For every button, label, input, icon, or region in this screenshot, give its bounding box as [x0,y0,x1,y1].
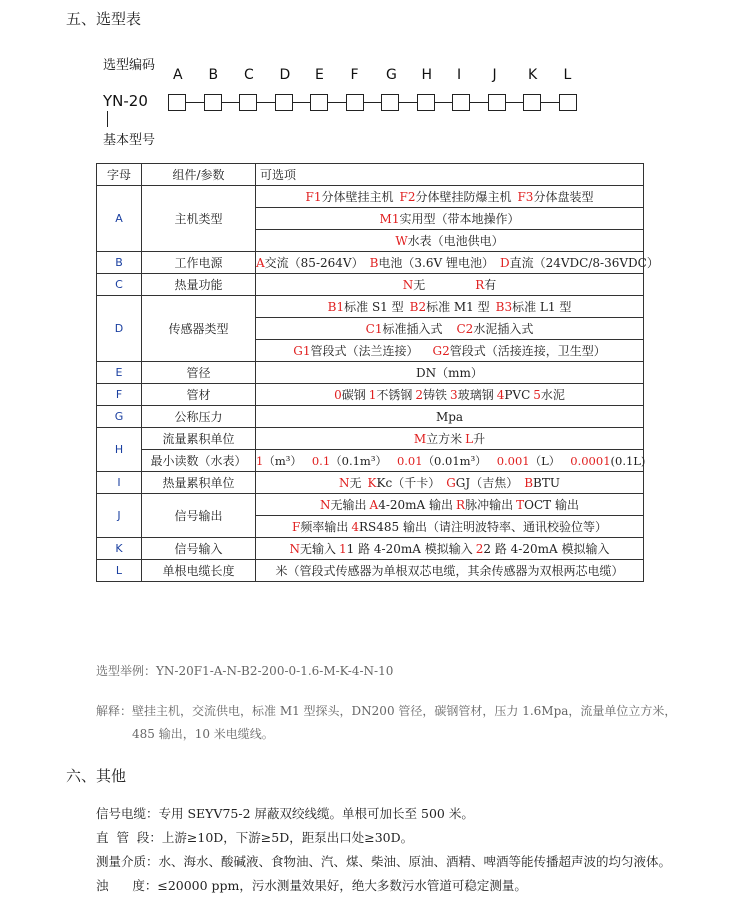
code-letter: C [244,67,254,83]
other-label: 测量介质： [96,854,159,869]
row-letter: C [97,274,142,296]
code-box [417,94,435,111]
other-label: 信号电缆： [96,806,159,821]
code-letter: D [279,67,291,83]
row-option [256,340,644,362]
option-code: 2 [475,542,484,556]
option-code: 0.001 [496,453,530,468]
row-param: 工作电源 [142,252,256,274]
row-param: 传感器类型 [142,296,256,362]
row-option [256,450,644,472]
option-text: BTU [533,476,560,490]
code-letter: G [386,67,397,83]
section-title-5: 五、选型表 [66,10,142,28]
option-code: C1 [365,322,383,336]
option-text: 分体壁挂防爆主机 [415,190,512,204]
other-item [96,804,474,822]
option-code: R [456,498,466,512]
option-text: RS485 输出（请注明波特率、通讯校验位等） [359,520,607,534]
option-text: 实用型（带本地操作） [399,212,520,226]
row-letter: H [97,428,142,472]
row-letter: I [97,472,142,494]
option-text: 有 [484,278,497,292]
option-text: 无输出 [330,498,367,512]
row-param: 最小读数（水表） [142,450,256,472]
table-row [97,428,644,450]
other-text: 专用 SEYV75-2 屏蔽双绞线缆。单根可加长至 500 米。 [158,806,474,821]
row-option [256,472,644,494]
option-text: (0.1L) [610,453,646,468]
other-label: 浊 度： [96,878,158,893]
base-connector-line [107,111,108,127]
code-box [310,94,328,111]
option-text: 2 路 4-20mA 模拟输入 [483,542,610,556]
option-code: D [499,256,510,270]
row-option [256,230,644,252]
row-letter: F [97,384,142,406]
code-dash [293,102,311,103]
code-box [559,94,577,111]
option-text: 立方米 [426,432,463,446]
option-code: 0.1 [311,453,331,468]
option-text: 铸铁 [423,388,448,402]
code-box [239,94,257,111]
option-text: 标准 M1 型 [426,300,490,314]
option-code: B1 [327,300,345,314]
code-letter: H [421,67,433,83]
option-code: R [475,278,485,292]
row-param: 管径 [142,362,256,384]
row-letter: E [97,362,142,384]
table-row [97,472,644,494]
code-box [488,94,506,111]
option-code: M [413,432,427,446]
other-text: 水、海水、酸碱液、食物油、汽、煤、柴油、原油、酒精、啤酒等能传播超声波的均匀液体。 [158,854,672,869]
option-code: 4 [496,388,505,402]
explanation-line-2: 485 输出，10 米电缆线。 [132,727,274,741]
option-text: Kc（千卡） [376,476,441,490]
option-code: B3 [495,300,513,314]
option-code: N [402,278,414,292]
option-code: 3 [450,388,458,402]
option-code: 0.01 [396,453,423,468]
option-text: PVC [504,388,531,402]
other-text: ≤20000 ppm，污水测量效果好，绝大多数污水管道可稳定测量。 [157,878,527,893]
code-dash [435,102,453,103]
row-option [256,494,644,516]
option-code: F3 [517,190,534,204]
table-row [97,186,644,208]
option-text: 升 [473,432,486,446]
row-option: 米（管段式传感器为单根双芯电缆，其余传感器为双根两芯电缆） [256,560,644,582]
option-text: 不锈钢 [376,388,413,402]
option-code: G1 [293,344,311,358]
option-text: GJ（吉焦） [455,476,519,490]
header-param: 组件/参数 [142,164,256,186]
other-item [96,828,413,846]
code-letter: A [173,67,183,83]
option-code: 1 [256,453,264,468]
row-option [256,274,644,296]
option-text: （m³） [263,453,302,468]
option-text: 分体壁挂主机 [321,190,394,204]
option-text: 1 路 4-20mA 模拟输入 [346,542,473,556]
row-letter: A [97,186,142,252]
row-param: 单根电缆长度 [142,560,256,582]
option-code: F [292,520,301,534]
code-label: 选型编码 [103,58,156,73]
header-letter: 字母 [97,164,142,186]
row-letter: J [97,494,142,538]
option-text: 标准 S1 型 [344,300,404,314]
selection-table [96,163,659,582]
code-box [275,94,293,111]
option-code: B [524,476,534,490]
code-dash [328,102,346,103]
option-code: N [320,498,331,512]
row-option [256,252,659,274]
row-param: 热量功能 [142,274,256,296]
code-dash [541,102,559,103]
row-option [256,538,644,560]
code-letter: F [350,67,359,83]
row-param: 主机类型 [142,186,256,252]
code-letter: B [208,67,219,83]
row-option [256,318,644,340]
code-dash [222,102,240,103]
other-label: 直 管 段： [96,830,162,845]
code-dash [257,102,275,103]
row-param: 信号输入 [142,538,256,560]
option-code: B [369,256,379,270]
table-row [97,384,644,406]
code-box [204,94,222,111]
code-box [168,94,186,111]
option-code: 2 [415,388,424,402]
option-code: A [256,256,265,270]
code-letter: J [492,67,497,83]
other-text: 上游≥10D，下游≥5D，距泵出口处≥30D。 [161,830,414,845]
option-code: G [446,476,456,490]
option-code: N [339,476,350,490]
code-box [381,94,399,111]
option-text: 直流（24VDC/8-36VDC） [509,256,659,270]
code-box [523,94,541,111]
row-option [256,296,644,318]
option-text: 无 [413,278,426,292]
row-letter: K [97,538,142,560]
row-option [256,516,644,538]
option-code: G2 [432,344,450,358]
option-code: 1 [339,542,347,556]
row-param: 信号输出 [142,494,256,538]
option-code: C2 [456,322,474,336]
row-param: 公称压力 [142,406,256,428]
option-code: W [395,234,408,248]
row-param: 管材 [142,384,256,406]
row-option: Mpa [256,406,644,428]
option-text: 脉冲输出 [465,498,514,512]
option-text: 管段式（法兰连接） [310,344,419,358]
option-text: 无 [349,476,362,490]
code-dash [470,102,488,103]
option-text: （0.1m³） [330,453,387,468]
option-text: 电池（3.6V 锂电池） [378,256,494,270]
option-code: N [289,542,300,556]
table-row [97,560,644,582]
code-letter: K [528,67,538,83]
option-code: 1 [368,388,377,402]
option-code: T [516,498,525,512]
option-code: 5 [533,388,541,402]
table-row [97,538,644,560]
row-option [256,186,644,208]
row-letter: L [97,560,142,582]
table-row [97,296,644,318]
option-text: 4-20mA 输出 [378,498,454,512]
code-letter: I [457,67,462,83]
option-code: F2 [399,190,416,204]
section-title-6: 六、其他 [66,767,127,785]
option-text: 交流（85-264V） [264,256,364,270]
option-text: 水泥 [540,388,565,402]
code-letter: E [315,67,324,83]
option-text: OCT 输出 [524,498,579,512]
code-letter: L [563,67,572,83]
row-option: DN（mm） [256,362,644,384]
header-options: 可选项 [256,164,644,186]
row-letter: G [97,406,142,428]
code-box [452,94,470,111]
row-option [256,208,644,230]
code-dash [186,102,204,103]
row-option [256,428,644,450]
other-item [96,852,671,870]
row-letter: D [97,296,142,362]
row-param: 流量累积单位 [142,428,256,450]
option-code: B2 [409,300,427,314]
option-code: 0 [334,388,342,402]
table-row [97,252,644,274]
code-box [346,94,364,111]
option-text: （L） [529,453,561,468]
base-model: YN-20 [103,92,148,110]
option-text: 碳钢 [341,388,366,402]
option-text: （0.01m³） [422,453,487,468]
selection-example: 选型举例：YN-20F1-A-N-B2-200-0-1.6-M-K-4-N-10 [96,664,394,678]
table-row [97,450,644,472]
option-text: 管段式（活接连接，卫生型） [449,344,606,358]
option-code: F1 [305,190,322,204]
row-option [256,384,644,406]
code-dash [364,102,382,103]
option-text: 水表（电池供电） [407,234,504,248]
row-param: 热量累积单位 [142,472,256,494]
option-text: 分体盘装型 [533,190,594,204]
table-row [97,274,644,296]
option-code: 4 [351,520,359,534]
table-row [97,406,644,428]
option-code: K [367,476,377,490]
option-code: M1 [379,212,400,226]
row-letter: B [97,252,142,274]
option-text: 无输入 [300,542,337,556]
option-text: 标准插入式 [382,322,443,336]
option-text: 玻璃钢 [457,388,494,402]
option-code: L [465,432,474,446]
option-code: 0.0001 [570,453,611,468]
option-text: 水泥插入式 [473,322,534,336]
table-header-row [97,164,644,186]
explanation-line-1: 解释：壁挂主机，交流供电，标准 M1 型探头，DN200 管径，碳钢管材，压力 1.6Mpa，流量单位立方米， [96,704,677,718]
option-text: 频率输出 [300,520,349,534]
base-label: 基本型号 [103,133,156,148]
code-dash [399,102,417,103]
other-item [96,876,527,894]
option-text: 标准 L1 型 [512,300,572,314]
code-dash [506,102,524,103]
table-row [97,362,644,384]
option-code: A [369,498,379,512]
table-row [97,494,644,516]
